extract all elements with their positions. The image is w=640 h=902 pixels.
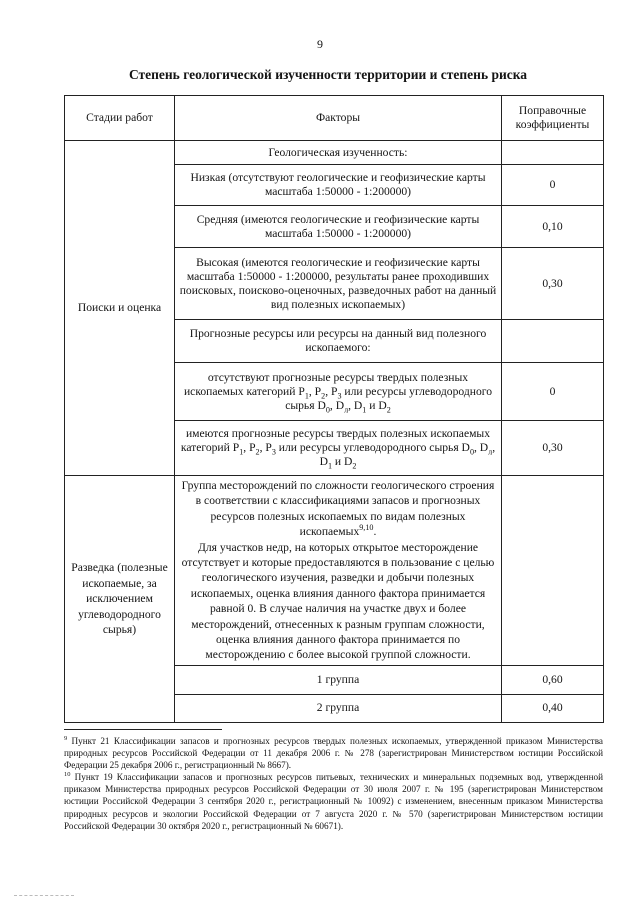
coef-empty — [502, 320, 604, 363]
coef-group-1: 0,60 — [502, 665, 604, 694]
risk-table — [64, 95, 604, 723]
scan-artifact — [14, 895, 74, 900]
footnote-9: $^9$ Пункт 21 Классификации запасов и прогнозных ресурсов твердых полезных ископаемых, утвержденной приказом Министерства природных ресурсов Российской Федерации от 11 декабря 2006 г. № 278 (зарегистрирован Министерством юстиции Российской Федерации 25 декабря 2006 г., регистрационный № 8667). — [64, 734, 603, 771]
coef-group-2: 0,40 — [502, 694, 604, 722]
coef-high: 0,30 — [502, 248, 604, 320]
factor-forecast-absent: отсутствуют прогнозные ресурсы твердых полезных ископаемых категорий $Р_1$, $Р_2$, $Р_3$ или ресурсы углеводородного сырья $D_0$, $D_л$, $D_1$ и $D_2$ — [175, 363, 502, 421]
factor-geo-heading: Геологическая изученность: — [175, 141, 502, 165]
table-row — [65, 476, 604, 666]
coef-forecast-present: 0,30 — [502, 421, 604, 476]
footnotes — [64, 735, 603, 832]
header-coefficients: Поправочные коэффициенты — [502, 96, 604, 141]
factor-group-1: 1 группа — [175, 665, 502, 694]
footnote-10: $^{10}$ Пункт 19 Классификации запасов и прогнозных ресурсов питьевых, технических и минеральных подземных вод, утвержденной приказом Министерства природных ресурсов Российской Федерации от 30 июля 2007 г. № 195 (зарегистрирован Министерством юстиции Российской Федерации 3 сентября 2020 г., регистрационный № 10092) с изменением, внесенным приказом Министерства природных ресурсов и экологии Российской Федерации от 7 августа 2020 г. № 570 (зарегистрирован Министерством юстиции Российской Федерации 30 октября 2020 г., регистрационный № 60671). — [64, 771, 603, 831]
footnote-divider — [64, 729, 222, 730]
coef-low: 0 — [502, 165, 604, 206]
factor-forecast-present: имеются прогнозные ресурсы твердых полезных ископаемых категорий $Р_1$, $Р_2$, $Р_3$ или ресурсы углеводородного сырья $D_0$, $D_л$, $D_1$ и $D_2$ — [175, 421, 502, 476]
header-factors: Факторы — [175, 96, 502, 141]
page-number: 9 — [317, 37, 323, 51]
header-stages: Стадии работ — [65, 96, 175, 141]
coef-empty — [502, 141, 604, 165]
stage-search: Поиски и оценка — [65, 141, 175, 476]
factor-low: Низкая (отсутствуют геологические и геофизические карты масштаба 1:50000 - 1:200000) — [175, 165, 502, 206]
factor-high: Высокая (имеются геологические и геофизические карты масштаба 1:50000 - 1:200000, результаты ранее проходивших поисковых, поисково-оценочных, разведочных работ на данный вид полезных ископаемых) — [175, 248, 502, 320]
factor-medium: Средняя (имеются геологические и геофизические карты масштаба 1:50000 - 1:200000) — [175, 206, 502, 248]
coef-medium: 0,10 — [502, 206, 604, 248]
factor-group-2: 2 группа — [175, 694, 502, 722]
factor-forecast-heading: Прогнозные ресурсы или ресурсы на данный вид полезного ископаемого: — [175, 320, 502, 363]
coef-empty — [502, 476, 604, 666]
coef-forecast-absent: 0 — [502, 363, 604, 421]
document-title: Степень геологической изученности территории и степень риска — [128, 67, 528, 82]
table-row — [65, 141, 604, 165]
table-header-row — [65, 96, 604, 141]
factor-groups-heading: Группа месторождений по сложности геологического строения в соответствии с классификациями запасов и прогнозных ресурсов полезных ископаемых по видам полезных ископаемых$^{9,10}$. Для участков недр, на которых открытое месторождение отсутствует и которые предоставляются в пользование с целью геологического изучения, разведки и добычи полезных ископаемых, оценка влияния данного фактора принимается равной 0. В случае наличия на участке двух и более месторождений, отнесенных к разным группам сложности, оценка влияния данного фактора принимается по месторождению с более высокой группой сложности. — [175, 476, 502, 666]
stage-exploration: Разведка (полезные ископаемые, за исключением углеводородного сырья) — [65, 476, 175, 723]
